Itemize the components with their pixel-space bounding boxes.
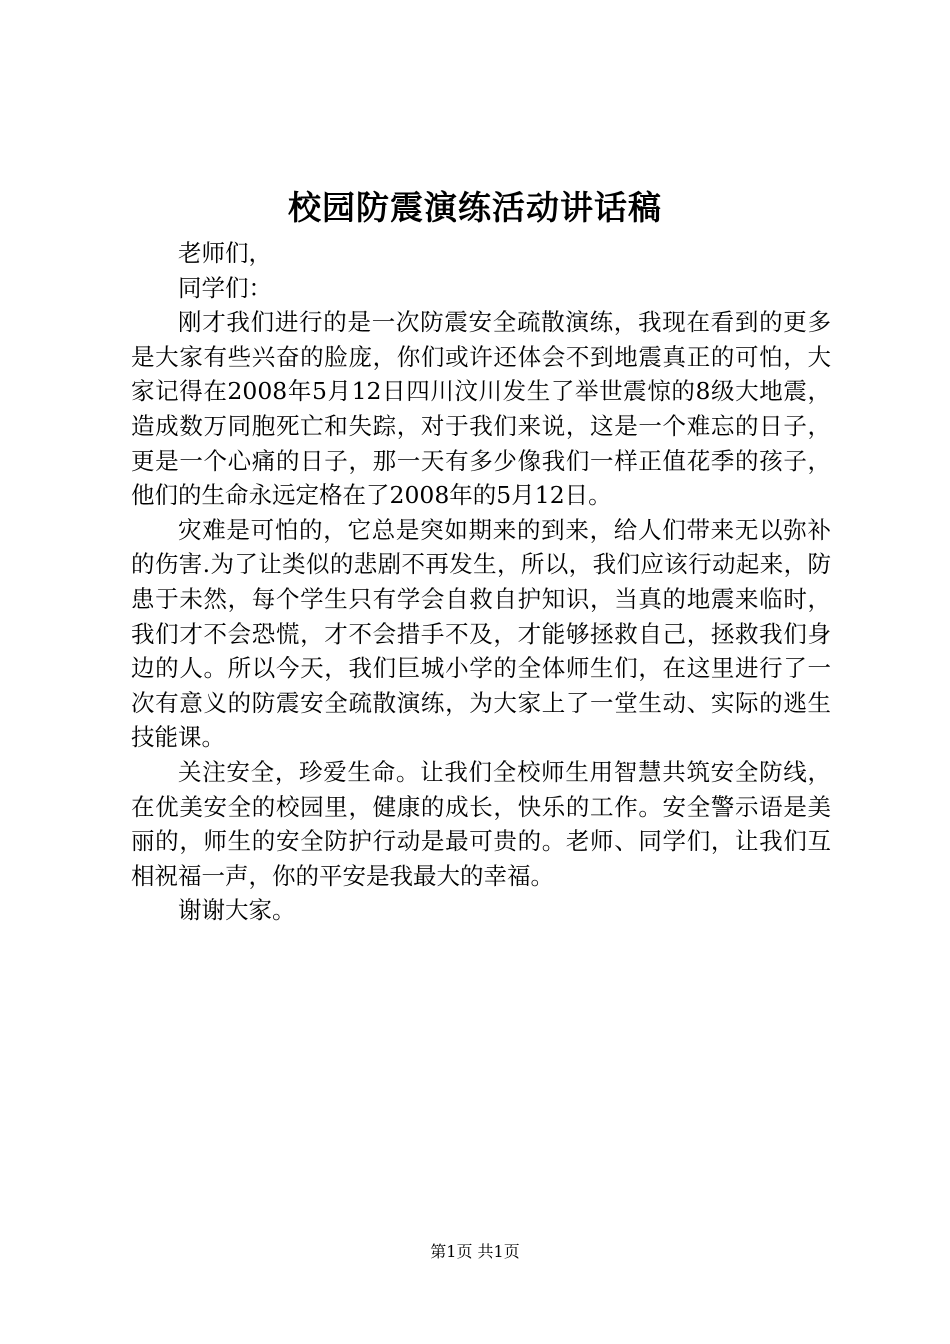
paragraph-3: 关注安全，珍爱生命。让我们全校师生用智慧共筑安全防线，在优美安全的校园里，健康的成长，快乐的工作。安全警示语是美丽的，师生的安全防护行动是最可贵的。老师、同学们，让我们互相祝福一声，你的平安是我最大的幸福。 (131, 757, 831, 890)
closing-line: 谢谢大家。 (178, 896, 296, 925)
document-body (131, 236, 831, 928)
document-title: 校园防震演练活动讲话稿 (288, 188, 662, 227)
greeting-teachers: 老师们， (178, 239, 272, 267)
page-footer: 第1页 共1页 (430, 1242, 520, 1261)
paragraph-2: 灾难是可怕的，它总是突如期来的到来，给人们带来无以弥补的伤害.为了让类似的悲剧不再发生，所以，我们应该行动起来，防患于未然，每个学生只有学会自救自护知识，当真的地震来临时，我们才不会恐慌，才不会措手不及，才能够拯救自己，拯救我们身边的人。所以今天，我们巨城小学的全体师生们，在这里进行了一次有意义的防震安全疏散演练，为大家上了一堂生动、实际的逃生技能课。 (131, 515, 831, 752)
paragraph-1: 刚才我们进行的是一次防震安全疏散演练，我现在看到的更多是大家有些兴奋的脸庞，你们或许还体会不到地震真正的可怕，大家记得在2008年5月12日四川汶川发生了举世震惊的8级大地震，造成数万同胞死亡和失踪，对于我们来说，这是一个难忘的日子，更是一个心痛的日子，那一天有多少像我们一样正值花季的孩子，他们的生命永远定格在了2008年的5月12日。 (131, 308, 831, 510)
greeting-students: 同学们： (178, 273, 272, 302)
